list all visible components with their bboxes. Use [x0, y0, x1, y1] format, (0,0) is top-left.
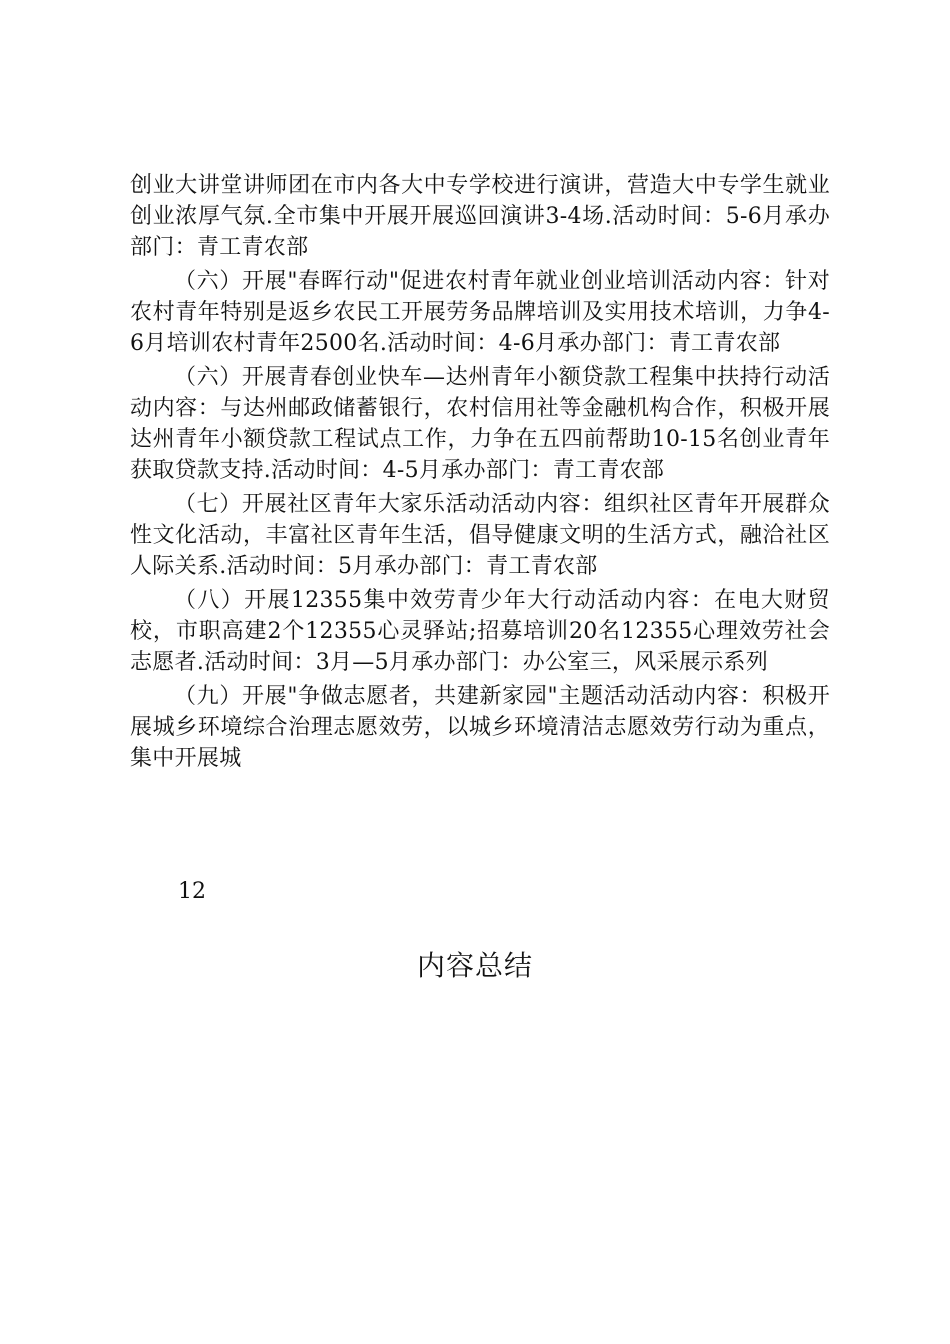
paragraph-volunteer-activity: （九）开展"争做志愿者，共建新家园"主题活动活动内容：积极开展城乡环境综合治理志愿效劳，以城乡环境清洁志愿效劳行动为重点，集中开展城 [130, 684, 830, 771]
paragraph-youth-loan: （六）开展青春创业快车—达州青年小额贷款工程集中扶持行动活动内容：与达州邮政储蓄银行，农村信用社等金融机构合作，积极开展达州青年小额贷款工程试点工作，力争在五四前帮助10-15名创业青年获取贷款支持.活动时间：4-5月承办部门：青工青农部 [130, 365, 830, 483]
paragraph-12355-service: （八）开展12355集中效劳青少年大行动活动内容：在电大财贸校，市职高建2个12355心灵驿站;招募培训20名12355心理效劳社会志愿者.活动时间：3月—5月承办部门：办公室三，风采展示系列 [130, 588, 830, 675]
page-number: 12 [178, 879, 206, 904]
paragraph-continuation: 创业大讲堂讲师团在市内各大中专学校进行演讲，营造大中专学生就业创业浓厚气氛.全市集中开展开展巡回演讲3-4场.活动时间：5-6月承办部门：青工青农部 [130, 173, 830, 260]
document-body [130, 170, 830, 774]
paragraph-spring-action: （六）开展"春晖行动"促进农村青年就业创业培训活动内容：针对农村青年特别是返乡农民工开展劳务品牌培训及实用技术培训，力争4-6月培训农村青年2500名.活动时间：4-6月承办部门：青工青农部 [130, 269, 830, 356]
summary-title: 内容总结 [416, 949, 533, 982]
paragraph-community-activity: （七）开展社区青年大家乐活动活动内容：组织社区青年开展群众性文化活动，丰富社区青年生活，倡导健康文明的生活方式，融洽社区人际关系.活动时间：5月承办部门：青工青农部 [130, 492, 830, 579]
